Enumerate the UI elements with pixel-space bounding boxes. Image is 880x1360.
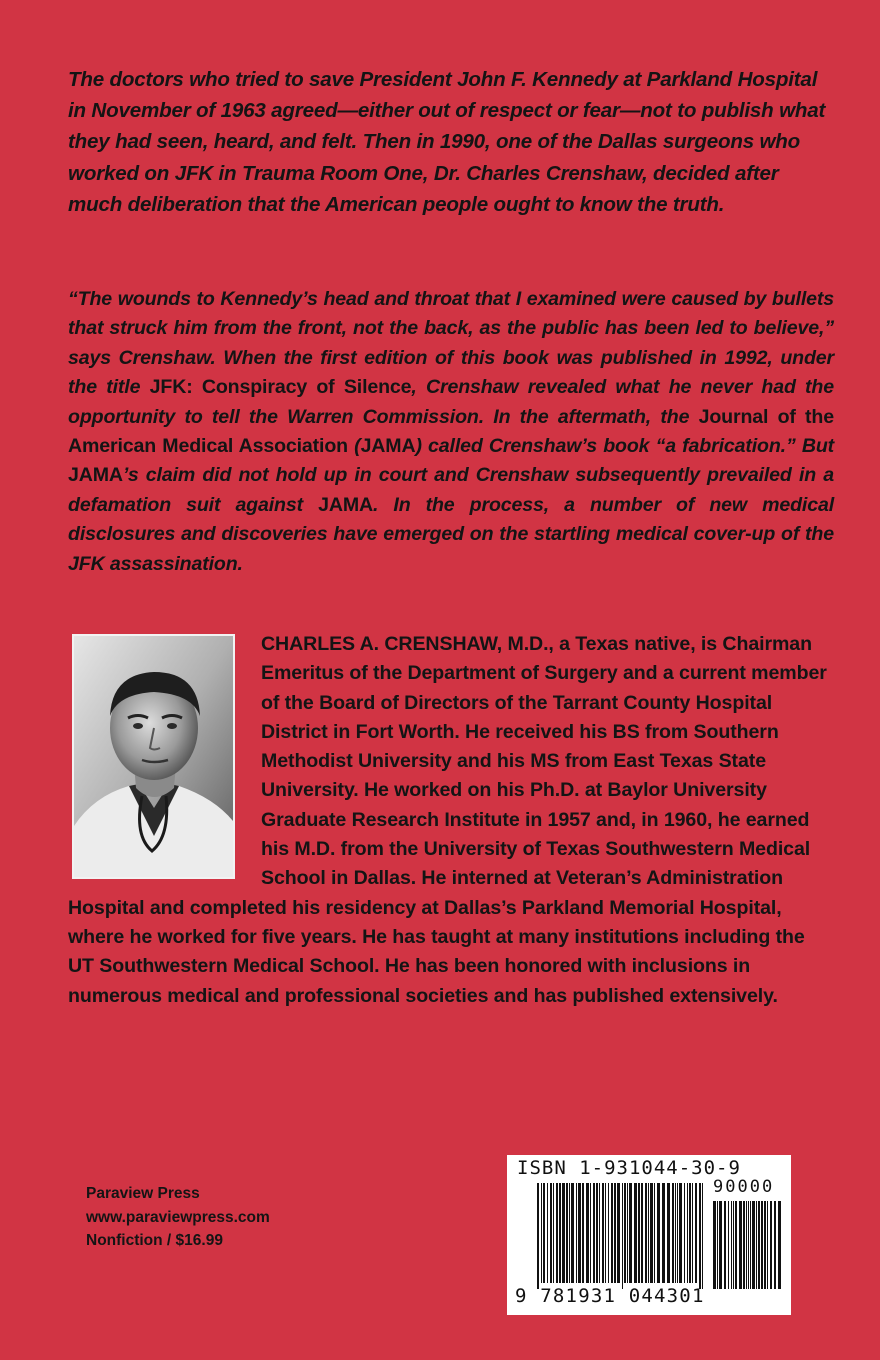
jama-3: JAMA xyxy=(318,493,374,516)
barcode-bar xyxy=(571,1183,574,1283)
barcode-bar xyxy=(672,1183,674,1283)
author-portrait-illustration xyxy=(74,636,233,877)
quote-text-4: ) called Crenshaw’s book “a fabrication.” But xyxy=(415,435,835,458)
barcode-bar xyxy=(624,1183,626,1283)
barcode-bar xyxy=(650,1183,653,1283)
barcode-bar xyxy=(562,1183,565,1283)
addon-bar xyxy=(731,1201,732,1289)
barcode-bar xyxy=(692,1183,693,1283)
quote-paragraph xyxy=(68,285,834,579)
publisher-website: www.paraviewpress.com xyxy=(86,1208,270,1226)
barcode-bar xyxy=(590,1183,591,1283)
addon-bar xyxy=(764,1201,766,1289)
addon-bar xyxy=(728,1201,729,1289)
addon-bar xyxy=(758,1201,760,1289)
barcode-bar xyxy=(654,1183,655,1283)
author-photo xyxy=(72,634,235,879)
author-bio-text: CHARLES A. CRENSHAW, M.D., a Texas native, is Chairman Emeritus of the Department of Surgery and a current member of the Board of Directors of the Tarrant County Hospital District in Fort Worth. He received his BS from Southern Methodist University and his MS from East Texas State University. He worked on his Ph.D. at Baylor University Graduate Research Institute in 1957 and, in 1960, he earned his M.D. from the University of Texas Southwestern Medical School in Dallas. He interned at Veteran’s Administration Hospital and completed his residency at Dallas’s Parkland Memorial Hospital, where he worked for five years. He has taught at many institutions including the UT Southwestern Medical School. He has been honored with inclusions in numerous medical and professional societies and has published extensively. xyxy=(68,633,827,1007)
addon-bar xyxy=(750,1201,751,1289)
publisher-info xyxy=(86,1182,270,1253)
addon-bar xyxy=(719,1201,722,1289)
barcode-bar xyxy=(593,1183,595,1283)
ean-digits: 9 781931 044301 xyxy=(515,1285,705,1307)
quote-text-2: , Crenshaw revealed what he never had the opportunity to tell the Warren Commission. In the aftermath, the xyxy=(68,376,834,428)
barcode-bar xyxy=(645,1183,647,1283)
barcode-bar xyxy=(543,1183,545,1283)
barcode-bar xyxy=(605,1183,606,1283)
barcode-bar xyxy=(634,1183,637,1283)
barcode-bar xyxy=(699,1183,701,1289)
barcode-bar xyxy=(679,1183,682,1283)
intro-paragraph: The doctors who tried to save President John F. Kennedy at Parkland Hospital in November of 1963 agreed—either out of respect or fear—not to publish what they had seen, heard, and felt. Then in 1990, one of the Dallas surgeons who worked on JFK in Trauma Room One, Dr. Charles Crenshaw, decided after much deliberation that the American people ought to know the truth. xyxy=(68,68,826,216)
barcode-bar xyxy=(566,1183,568,1283)
barcode-bar xyxy=(611,1183,613,1283)
addon-bar xyxy=(739,1201,742,1289)
barcode-bar xyxy=(586,1183,589,1283)
addon-bar xyxy=(756,1201,757,1289)
addon-bar xyxy=(778,1201,781,1289)
author-bio-block xyxy=(68,630,834,1011)
journal-name: Journal of the American Medical Association xyxy=(68,405,834,458)
barcode-bar xyxy=(553,1183,554,1283)
barcode-bar xyxy=(541,1183,542,1283)
quote-text-1: “The wounds to Kennedy’s head and throat that I examined were caused by bullets that struck him from the front, not the back, as the public has been led to believe,” says Crenshaw. When the first edition of this book was published in 1992, under the title xyxy=(68,288,834,399)
isbn-barcode xyxy=(507,1155,791,1315)
barcode-bar xyxy=(629,1183,632,1283)
publisher-name: Paraview Press xyxy=(86,1185,200,1202)
barcode-bar xyxy=(689,1183,691,1283)
barcode-bar xyxy=(677,1183,678,1283)
addon-bar xyxy=(748,1201,749,1289)
barcode-bar xyxy=(614,1183,616,1283)
barcode-bar xyxy=(622,1183,623,1289)
barcode-bar xyxy=(687,1183,688,1283)
barcode-bar xyxy=(702,1183,703,1289)
book-title: JFK: Conspiracy of Silence xyxy=(149,376,412,399)
barcode-bar xyxy=(596,1183,598,1283)
barcode-bar xyxy=(648,1183,649,1283)
addon-bar xyxy=(713,1201,716,1289)
addon-bar xyxy=(743,1201,745,1289)
jama-2: JAMA xyxy=(68,464,123,487)
barcode-bar xyxy=(602,1183,604,1283)
addon-bar xyxy=(752,1201,755,1289)
barcode-bar xyxy=(599,1183,600,1283)
barcode-bar xyxy=(617,1183,620,1283)
barcode-bar xyxy=(662,1183,665,1283)
barcode-bar xyxy=(537,1183,539,1289)
barcode-bar xyxy=(638,1183,640,1283)
barcode-bar xyxy=(582,1183,584,1283)
barcode-bar xyxy=(578,1183,581,1283)
barcode-bar xyxy=(684,1183,685,1283)
barcode-bar xyxy=(627,1183,628,1283)
addon-bar xyxy=(733,1201,734,1289)
addon-bar xyxy=(770,1201,772,1289)
category-price: Nonfiction / $16.99 xyxy=(86,1232,223,1249)
quote-text-3: ( xyxy=(347,435,361,458)
addon-bar xyxy=(717,1201,718,1289)
addon-bar xyxy=(735,1201,737,1289)
barcode-bar xyxy=(675,1183,676,1283)
barcode-bar xyxy=(569,1183,570,1283)
barcode-bar xyxy=(556,1183,558,1283)
addon-bar xyxy=(774,1201,776,1289)
barcode-bar xyxy=(695,1183,697,1283)
jama-1: JAMA xyxy=(360,435,416,458)
barcode-bar xyxy=(641,1183,643,1283)
price-code: 90000 xyxy=(713,1177,775,1197)
barcode-bar xyxy=(547,1183,548,1283)
barcode-bar xyxy=(657,1183,660,1283)
addon-bar xyxy=(724,1201,726,1289)
barcode-bar xyxy=(608,1183,609,1283)
quote-text-5: ’s claim did not hold up in court and Crenshaw subsequently prevailed in a defamation suit against xyxy=(68,464,834,516)
addon-bar xyxy=(746,1201,747,1289)
quote-text-6: . In the process, a number of new medical disclosures and discoveries have emerged on the startling medical cover-up of the JFK assassination. xyxy=(68,493,834,575)
barcode-bar xyxy=(576,1183,577,1283)
barcode-bar xyxy=(550,1183,552,1283)
addon-bar xyxy=(761,1201,763,1289)
barcode-bar xyxy=(559,1183,561,1283)
isbn-number: ISBN 1-931044-30-9 xyxy=(517,1157,741,1179)
addon-bar xyxy=(767,1201,768,1289)
barcode-bar xyxy=(667,1183,670,1283)
